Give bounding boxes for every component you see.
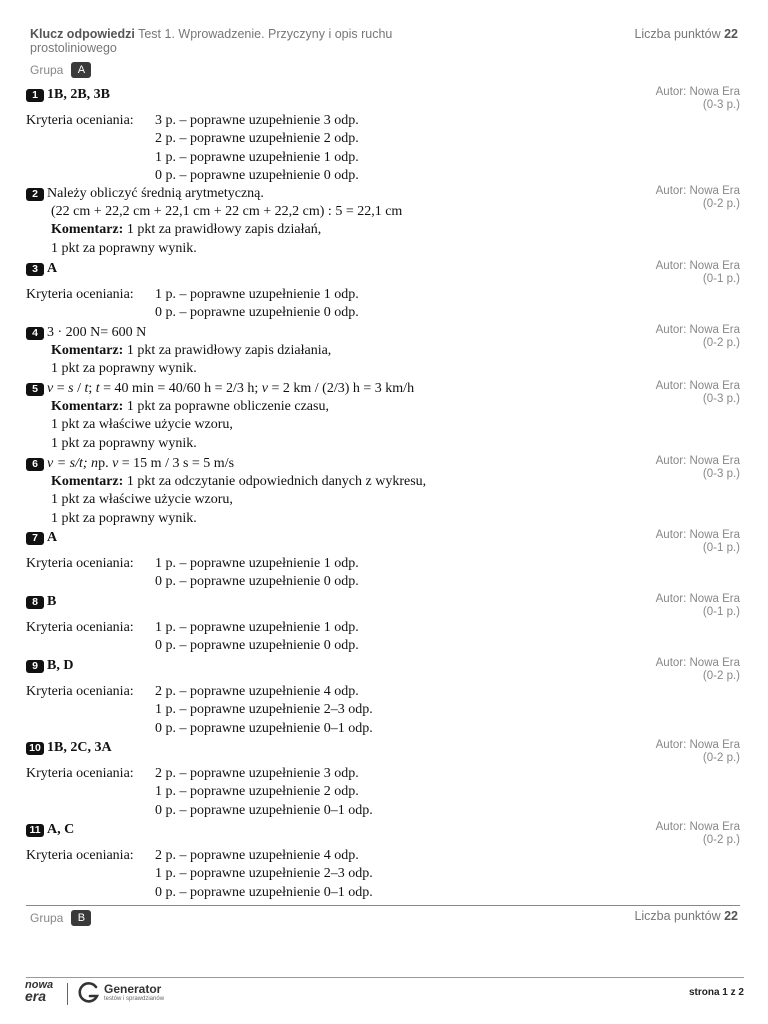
- logo-text: nowa: [25, 979, 54, 991]
- author-info: [656, 529, 740, 554]
- answer-formula: v = s / t; t = 40 min = 40/60 h = 2/3 h; v = 2 km / (2/3) h = 3 km/h: [47, 381, 415, 396]
- answer: 1B, 2B, 3B: [47, 87, 111, 102]
- author-name: Autor: Nowa Era: [655, 260, 740, 272]
- author-name: Autor: Nowa Era: [655, 739, 740, 751]
- comment-label: Komentarz:: [51, 399, 124, 414]
- comment: [26, 221, 740, 239]
- author-name: Autor: Nowa Era: [655, 380, 740, 392]
- group-a-header: [30, 62, 91, 78]
- comment: [26, 398, 740, 416]
- comment-label: Komentarz:: [51, 343, 124, 358]
- criterion: 2 p. – poprawne uzupełnienie 2 odp.: [155, 131, 359, 147]
- generator-logo: [78, 981, 164, 1005]
- criterion: 0 p. – poprawne uzupełnienie 0–1 odp.: [155, 802, 373, 818]
- question-4: [26, 324, 740, 379]
- points-range: (0-2 p.): [702, 197, 740, 210]
- criterion: 2 p. – poprawne uzupełnienie 4 odp.: [155, 848, 359, 863]
- author-name: Autor: Nowa Era: [655, 657, 740, 669]
- answer: A: [47, 261, 58, 276]
- criterion: 1 p. – poprawne uzupełnienie 2–3 odp.: [155, 702, 373, 718]
- criterion: 0 p. – poprawne uzupełnienie 0 odp.: [155, 638, 359, 654]
- answer: B, D: [47, 658, 74, 673]
- criterion: 2 p. – poprawne uzupełnienie 4 odp.: [155, 684, 359, 699]
- points-range: (0-3 p.): [702, 98, 740, 111]
- author-info: [656, 260, 740, 285]
- points-range: (0-1 p.): [702, 541, 740, 554]
- comment-line: 1 pkt za właściwe użycie wzoru,: [51, 417, 233, 433]
- author-name: Autor: Nowa Era: [655, 529, 740, 541]
- question-7: [26, 529, 740, 592]
- document-title-rest: Test 1. Wprowadzenie. Przyczyny i opis ruchu prostoliniowego: [30, 27, 393, 55]
- author-info: [656, 739, 740, 764]
- comment-line: 1 pkt za właściwe użycie wzoru,: [51, 492, 233, 508]
- page-number: strona 1 z 2: [688, 987, 744, 998]
- comment-line: 1 pkt za odczytanie odpowiednich danych z wykresu,: [126, 474, 427, 489]
- criteria-label: Kryteria oceniania:: [26, 620, 134, 635]
- criterion: 0 p. – poprawne uzupełnienie 0–1 odp.: [155, 884, 373, 900]
- question-9: [26, 657, 740, 738]
- question-number: 3: [26, 263, 44, 276]
- question-1: [26, 86, 740, 185]
- points-label: Liczba punktów: [634, 27, 721, 41]
- answer: B: [47, 594, 57, 609]
- footer-divider: [26, 977, 744, 978]
- points-range: (0-2 p.): [702, 669, 740, 682]
- group-badge: B: [71, 910, 91, 926]
- answer-formula: v = s/t; np. v = 15 m / 3 s = 5 m/s: [47, 456, 235, 471]
- criterion: 1 p. – poprawne uzupełnienie 1 odp.: [155, 620, 359, 635]
- group-divider: [26, 905, 740, 906]
- comment: [26, 342, 740, 360]
- question-6: [26, 455, 740, 528]
- author-info: [656, 821, 740, 846]
- author-name: Autor: Nowa Era: [655, 821, 740, 833]
- criterion: 2 p. – poprawne uzupełnienie 3 odp.: [155, 766, 359, 781]
- criterion: 1 p. – poprawne uzupełnienie 1 odp.: [155, 149, 359, 165]
- logo-divider: [67, 983, 68, 1005]
- question-5: [26, 380, 740, 453]
- question-number: 4: [26, 327, 44, 340]
- points-range: (0-2 p.): [702, 833, 740, 846]
- points-label: Liczba punktów: [634, 909, 721, 923]
- author-name: Autor: Nowa Era: [655, 185, 740, 197]
- answer: 1B, 2C, 3A: [47, 740, 112, 755]
- question-10: [26, 739, 740, 820]
- question-number: 1: [26, 89, 44, 102]
- question-2: [26, 185, 740, 258]
- question-number: 8: [26, 596, 44, 609]
- answer-text: 3 · 200 N= 600 N: [47, 325, 147, 340]
- criteria-label: Kryteria oceniania:: [26, 287, 134, 302]
- group-label: Grupa: [30, 63, 64, 77]
- author-name: Autor: Nowa Era: [655, 455, 740, 467]
- document-title-bold: Klucz odpowiedzi: [30, 27, 135, 41]
- criteria-label: Kryteria oceniania:: [26, 556, 134, 571]
- criteria-label: Kryteria oceniania:: [26, 113, 134, 128]
- criterion: 0 p. – poprawne uzupełnienie 0 odp.: [155, 305, 359, 321]
- criterion: 1 p. – poprawne uzupełnienie 2 odp.: [155, 784, 359, 800]
- author-name: Autor: Nowa Era: [655, 593, 740, 605]
- answer-text: Należy obliczyć średnią arytmetyczną.: [47, 186, 264, 201]
- author-info: [656, 657, 740, 682]
- points-range: (0-2 p.): [702, 751, 740, 764]
- criterion: 1 p. – poprawne uzupełnienie 1 odp.: [155, 287, 359, 302]
- question-number: 9: [26, 660, 44, 673]
- points-range: (0-1 p.): [702, 272, 740, 285]
- comment-line: 1 pkt za poprawny wynik.: [51, 435, 197, 451]
- author-info: [656, 324, 740, 349]
- comment-line: 1 pkt za prawidłowy zapis działania,: [126, 343, 332, 358]
- comment: [26, 473, 740, 491]
- points-total-b: [634, 909, 738, 923]
- author-name: Autor: Nowa Era: [655, 86, 740, 98]
- author-info: [656, 455, 740, 480]
- comment-line: 1 pkt za poprawny wynik.: [51, 510, 197, 526]
- criterion: 1 p. – poprawne uzupełnienie 1 odp.: [155, 556, 359, 571]
- points-range: (0-2 p.): [702, 336, 740, 349]
- comment-line: 1 pkt za poprawny wynik.: [51, 361, 197, 377]
- criteria-label: Kryteria oceniania:: [26, 848, 134, 863]
- points-value: 22: [724, 909, 738, 923]
- question-8: [26, 593, 740, 656]
- author-info: [656, 380, 740, 405]
- points-range: (0-1 p.): [702, 605, 740, 618]
- author-name: Autor: Nowa Era: [655, 324, 740, 336]
- question-11: [26, 821, 740, 902]
- question-number: 7: [26, 532, 44, 545]
- comment-label: Komentarz:: [51, 474, 124, 489]
- criterion: 0 p. – poprawne uzupełnienie 0 odp.: [155, 167, 359, 183]
- comment-line: 1 pkt za prawidłowy zapis działań,: [126, 222, 322, 238]
- group-b-header: [30, 910, 91, 926]
- comment-line: 1 pkt za poprawny wynik.: [51, 240, 197, 256]
- answer: A: [47, 530, 58, 545]
- question-3: [26, 260, 740, 323]
- document-title: [30, 27, 430, 55]
- generator-g-icon: [78, 981, 100, 1005]
- criterion: 0 p. – poprawne uzupełnienie 0–1 odp.: [155, 720, 373, 736]
- question-number: 11: [26, 824, 44, 837]
- question-number: 5: [26, 383, 44, 396]
- points-total: [634, 27, 738, 41]
- points-range: (0-3 p.): [702, 392, 740, 405]
- question-number: 10: [26, 742, 44, 755]
- answer: A, C: [47, 822, 75, 837]
- generator-title: Generator: [104, 982, 162, 996]
- comment-line: 1 pkt za poprawne obliczenie czasu,: [126, 399, 329, 414]
- author-info: [656, 185, 740, 210]
- criteria-label: Kryteria oceniania:: [26, 684, 134, 699]
- author-info: [656, 86, 740, 111]
- generator-subtitle: testów i sprawdzianów: [104, 996, 165, 1002]
- question-number: 2: [26, 188, 44, 201]
- calculation: (22 cm + 22,2 cm + 22,1 cm + 22 cm + 22,2 cm) : 5 = 22,1 cm: [51, 204, 403, 219]
- criterion: 3 p. – poprawne uzupełnienie 3 odp.: [155, 113, 359, 128]
- group-badge: A: [71, 62, 91, 78]
- criterion: 0 p. – poprawne uzupełnienie 0 odp.: [155, 574, 359, 590]
- question-number: 6: [26, 458, 44, 471]
- comment-label: Komentarz:: [51, 222, 124, 238]
- nowa-era-logo: [25, 980, 53, 1003]
- criterion: 1 p. – poprawne uzupełnienie 2–3 odp.: [155, 866, 373, 882]
- group-label: Grupa: [30, 911, 64, 925]
- criteria-label: Kryteria oceniania:: [26, 766, 134, 781]
- logo-text: era: [25, 988, 47, 1004]
- author-info: [656, 593, 740, 618]
- points-range: (0-3 p.): [702, 467, 740, 480]
- points-value: 22: [724, 27, 738, 41]
